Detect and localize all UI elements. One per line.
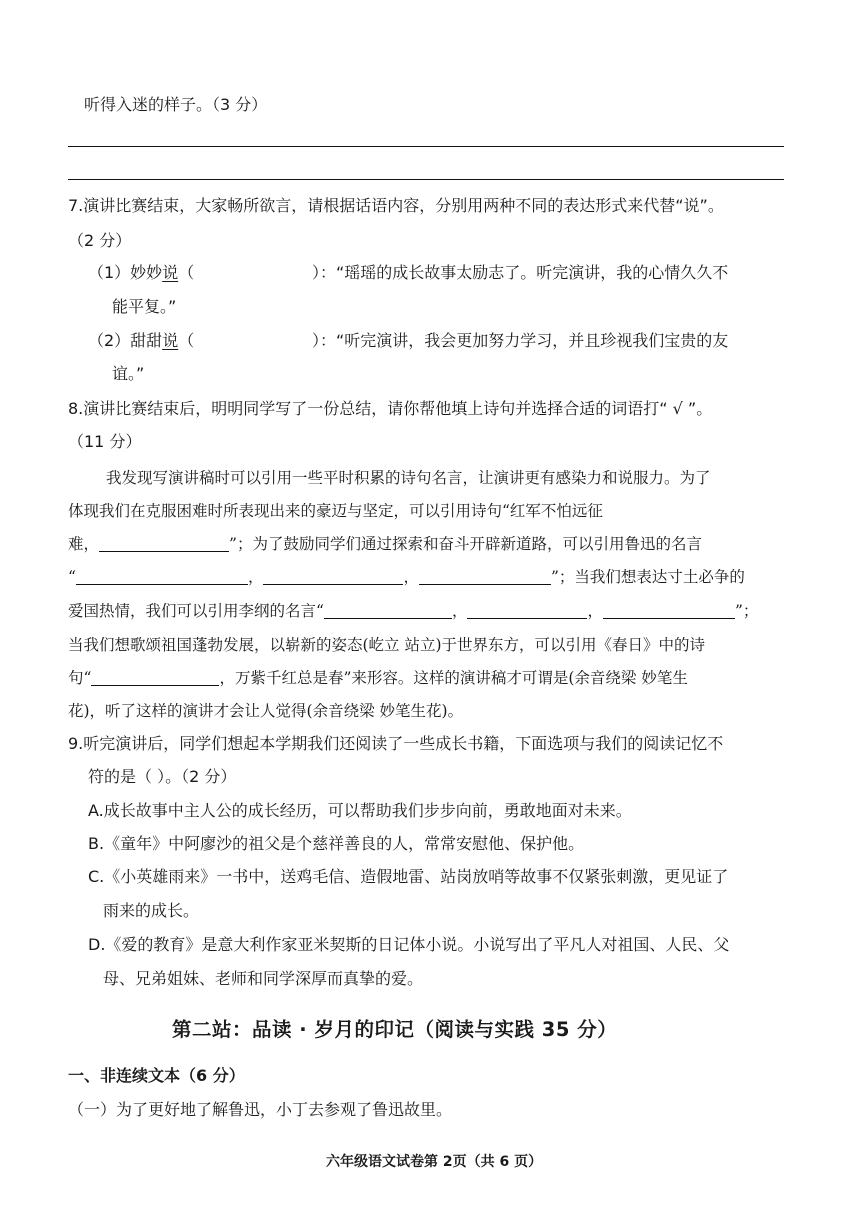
- q8-para-line6: 当我们想歌颂祖国蓬勃发展，以崭新的姿态(屹立 站立)于世界东方，可以引用《春日》中的诗: [68, 636, 706, 654]
- q8-line5-b: ”；: [734, 602, 759, 620]
- q9-option-c-line1: C.《小英雄雨来》一书中，送鸡毛信、造假地雷、站岗放哨等故事不仅紧张刺激，更见证了: [88, 867, 729, 886]
- q7-item1-cont: 能平复。”: [112, 297, 177, 316]
- section2-title: 第二站：品读 · 岁月的印记（阅读与实践 35 分）: [172, 1018, 618, 1041]
- q8-line5-a: 爱国热情，我们可以引用李纲的名言“: [68, 602, 324, 620]
- answer-line-1[interactable]: [68, 146, 784, 147]
- q8-line3-a: 难，: [68, 535, 100, 553]
- part1-heading: 一、非连续文本（6 分）: [68, 1066, 245, 1085]
- q8-line4-sep2: ，: [403, 568, 419, 586]
- q8-para-line7: [68, 666, 688, 688]
- q9-option-a: A.成长故事中主人公的成长经历，可以帮助我们步步向前，勇敢地面对未来。: [88, 801, 632, 820]
- q9-option-d-line2: 母、兄弟姐妹、老师和同学深厚而真挚的爱。: [103, 969, 424, 988]
- q8-blank-luxun-3[interactable]: [419, 568, 551, 585]
- q8-line4-b: ”；当我们想表达寸土必争的: [550, 568, 745, 586]
- q7-item1-prefix: （1）妙妙: [88, 263, 163, 282]
- q8-blank-chunri[interactable]: [91, 669, 219, 686]
- q7-item2-answer-slot[interactable]: [200, 330, 310, 352]
- q8-line3-b: ”；为了鼓励同学们通过探索和奋斗开辟新道路，可以引用鲁迅的名言: [229, 535, 702, 553]
- q6-tail-text: 听得入迷的样子。（3 分）: [84, 95, 268, 114]
- q7-item1-open: （: [178, 263, 195, 282]
- q8-para-line1: 我发现写演讲稿时可以引用一些平时积累的诗句名言，让演讲更有感染力和说服力。为了: [106, 469, 711, 487]
- q8-line7-a: 句“: [68, 669, 92, 687]
- q7-prompt: 7.演讲比赛结束，大家畅所欲言，请根据话语内容，分别用两种不同的表达形式来代替“说”。: [68, 196, 724, 215]
- q8-blank-poem-1[interactable]: [99, 535, 229, 552]
- q8-blank-luxun-1[interactable]: [76, 568, 248, 585]
- q8-blank-ligang-3[interactable]: [603, 602, 735, 619]
- q8-para-line8: 花)，听了这样的演讲才会让人觉得(余音绕梁 妙笔生花)。: [68, 702, 464, 720]
- q9-option-d-line1: D.《爱的教育》是意大利作家亚米契斯的日记体小说。小说写出了平凡人对祖国、人民、父: [88, 935, 730, 954]
- q7-item1-answer-slot[interactable]: [200, 262, 310, 284]
- q7-item2-say: 说: [162, 331, 179, 350]
- q8-para-line4: [68, 565, 745, 587]
- q8-blank-ligang-1[interactable]: [324, 602, 452, 619]
- part1-subheading: （一）为了更好地了解鲁迅，小丁去参观了鲁迅故里。: [68, 1100, 453, 1119]
- q7-item1-quote: ）：“瑶瑶的成长故事太励志了。听完演讲，我的心情久久不: [312, 263, 729, 282]
- q9-answer-slot[interactable]: [152, 765, 212, 787]
- q8-line5-sep2: ，: [587, 602, 603, 620]
- answer-line-2[interactable]: [68, 179, 784, 180]
- q8-line7-b: ，万紫千红总是春”来形容。这样的演讲稿才可谓是(余音绕梁 妙笔生: [219, 669, 688, 687]
- q9-prompt-line2: 符的是（ ）。（2 分）: [88, 767, 237, 786]
- q7-item2-prefix: （2）甜甜: [88, 331, 163, 350]
- q7-item2-quote: ）：“听完演讲，我会更加努力学习，并且珍视我们宝贵的友: [312, 331, 729, 350]
- q8-para-line2: 体现我们在克服困难时所表现出来的豪迈与坚定，可以引用诗句“红军不怕远征: [68, 502, 603, 520]
- q7-item1: [88, 263, 194, 283]
- q8-para-line3: [68, 532, 702, 554]
- q8-prompt: 8.演讲比赛结束后，明明同学写了一份总结，请你帮他填上诗句并选择合适的词语打“ √ ”。: [68, 399, 713, 418]
- q7-score: （2 分）: [68, 231, 132, 250]
- q8-blank-luxun-2[interactable]: [263, 568, 403, 585]
- q7-item2: [88, 331, 194, 351]
- page-footer: 六年级语文试卷第 2页（共 6 页）: [326, 1154, 543, 1170]
- q7-item2-cont: 谊。”: [112, 364, 145, 383]
- q8-line5-sep1: ，: [451, 602, 468, 620]
- q8-line4-sep1: ，: [247, 568, 264, 586]
- q9-option-b: B.《童年》中阿廖沙的祖父是个慈祥善良的人，常常安慰他、保护他。: [88, 834, 585, 853]
- q7-item1-say: 说: [162, 263, 179, 282]
- q8-blank-ligang-2[interactable]: [467, 602, 587, 619]
- q8-para-line5: [68, 599, 758, 621]
- q9-prompt: 9.听完演讲后，同学们想起本学期我们还阅读了一些成长书籍，下面选项与我们的阅读记忆不: [68, 734, 724, 753]
- q8-score: （11 分）: [68, 432, 142, 451]
- q8-line4-a: “: [68, 568, 76, 586]
- q9-option-c-line2: 雨来的成长。: [103, 901, 200, 920]
- q7-item2-open: （: [178, 331, 195, 350]
